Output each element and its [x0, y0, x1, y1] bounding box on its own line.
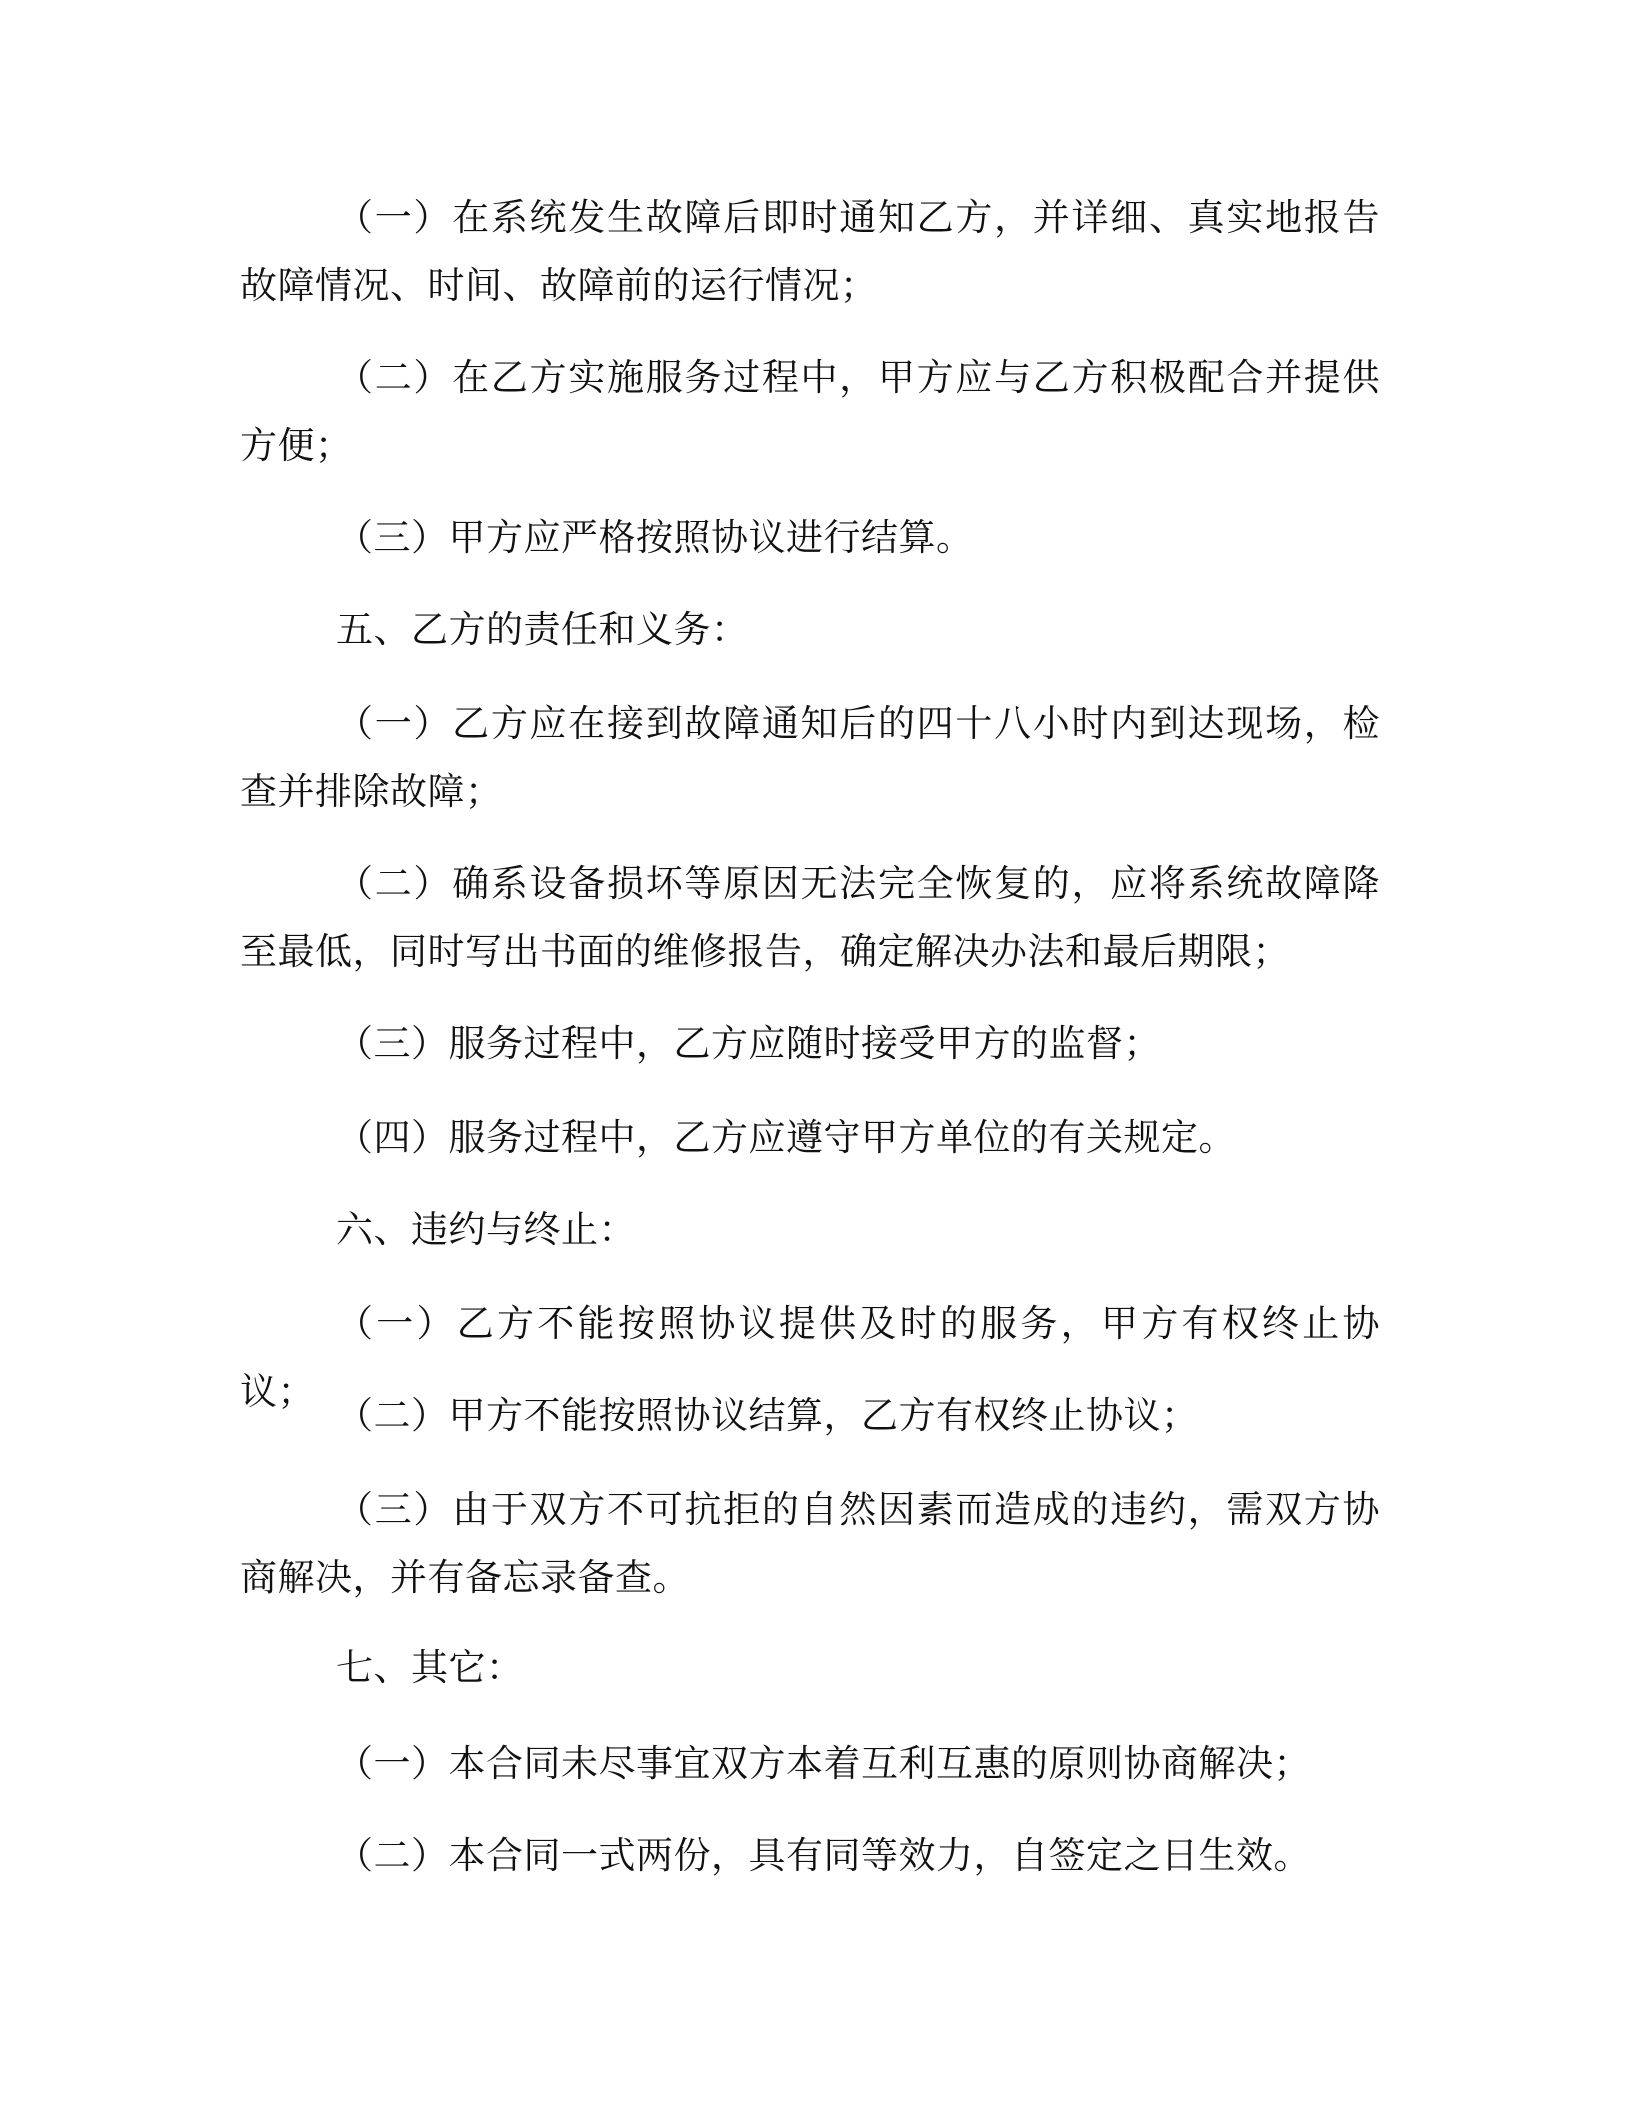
- section-heading-6: 六、违约与终止：: [336, 1208, 636, 1251]
- clause-5-4: （四）服务过程中，乙方应遵守甲方单位的有关规定。: [336, 1116, 1236, 1159]
- clause-6-2: （二）甲方不能按照协议结算，乙方有权终止协议；: [336, 1394, 1199, 1437]
- clause-6-3: （三）由于双方不可抗拒的自然因素而造成的违约，需双方协商解决，并有备忘录备查。: [240, 1488, 1380, 1599]
- clause-5-2: （二）确系设备损坏等原因无法完全恢复的，应将系统故障降至最低，同时写出书面的维修报告，确定解决办法和最后期限；: [240, 862, 1380, 973]
- clause-5-3: （三）服务过程中，乙方应随时接受甲方的监督；: [336, 1022, 1161, 1065]
- clause-4-2: （二）在乙方实施服务过程中，甲方应与乙方积极配合并提供方便；: [240, 356, 1380, 467]
- clause-6-1: （一）乙方不能按照协议提供及时的服务，甲方有权终止协议；: [240, 1302, 1380, 1413]
- section-heading-5: 五、乙方的责任和义务：: [336, 608, 749, 651]
- clause-4-1: （一）在系统发生故障后即时通知乙方，并详细、真实地报告故障情况、时间、故障前的运行情况；: [240, 196, 1380, 307]
- clause-7-2: （二）本合同一式两份，具有同等效力，自签定之日生效。: [336, 1834, 1311, 1877]
- section-heading-7: 七、其它：: [336, 1646, 524, 1689]
- clause-7-1: （一）本合同未尽事宜双方本着互利互惠的原则协商解决；: [336, 1742, 1311, 1785]
- clause-4-3: （三）甲方应严格按照协议进行结算。: [336, 516, 974, 559]
- clause-5-1: （一）乙方应在接到故障通知后的四十八小时内到达现场，检查并排除故障；: [240, 702, 1380, 813]
